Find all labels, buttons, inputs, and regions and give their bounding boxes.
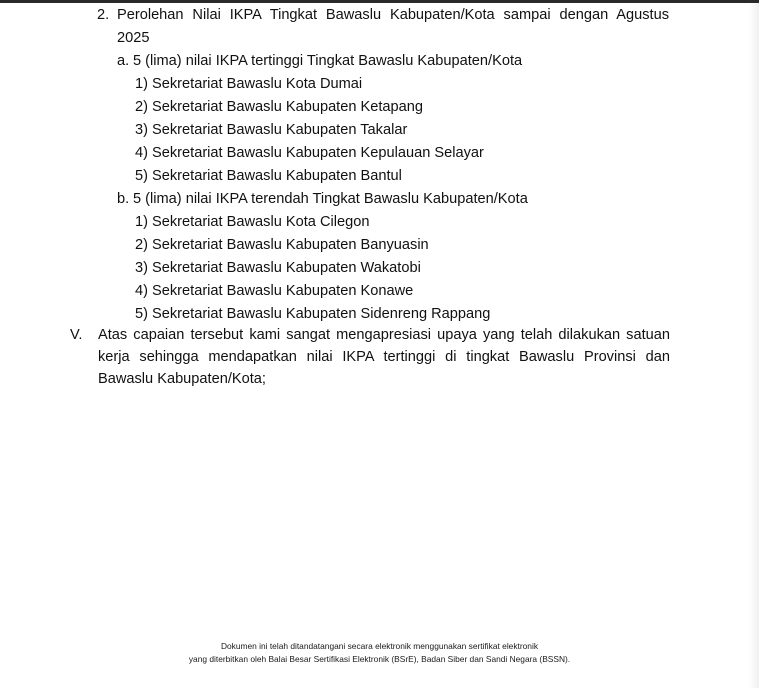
subsection-b-title: 5 (lima) nilai IKPA terendah Tingkat Bawaslu Kabupaten/Kota — [133, 191, 528, 207]
list-item: 1) Sekretariat Bawaslu Kota Dumai — [135, 76, 363, 92]
footer-line1: Dokumen ini telah ditandatangani secara elektronik menggunakan sertifikat elektronik — [220, 641, 539, 651]
section-v-number: V. — [70, 327, 83, 343]
section-v-line3: Bawaslu Kabupaten/Kota; — [98, 371, 266, 387]
subsection-b-label: b. — [117, 191, 130, 207]
footer-line2: yang diterbitkan oleh Balai Besar Sertifikasi Elektronik (BSrE), Badan Siber dan Sandi Negara (BSSN). — [188, 654, 571, 664]
page-edge-shadow — [749, 0, 759, 688]
list-item: 3) Sekretariat Bawaslu Kabupaten Wakatobi — [135, 260, 421, 276]
list-item: 2) Sekretariat Bawaslu Kabupaten Ketapang — [135, 99, 424, 115]
list-item: 3) Sekretariat Bawaslu Kabupaten Takalar — [135, 122, 408, 138]
list-item: 4) Sekretariat Bawaslu Kabupaten Konawe — [135, 283, 414, 299]
list-item: 5) Sekretariat Bawaslu Kabupaten Bantul — [135, 168, 402, 184]
list-item: 1) Sekretariat Bawaslu Kota Cilegon — [135, 214, 370, 230]
list-item: 2) Sekretariat Bawaslu Kabupaten Banyuasin — [135, 237, 429, 253]
section-v-line1: Atas capaian tersebut kami sangat mengapresiasi upaya yang telah dilakukan satuan — [98, 327, 670, 343]
subsection-a-label: a. — [117, 53, 130, 69]
subsection-a-title: 5 (lima) nilai IKPA tertinggi Tingkat Bawaslu Kabupaten/Kota — [133, 53, 523, 69]
section-2-title-line1: Perolehan Nilai IKPA Tingkat Bawaslu Kabupaten/Kota sampai dengan Agustus — [117, 7, 669, 23]
section-2-title-line2: 2025 — [117, 30, 150, 46]
section-2-number: 2. — [97, 7, 110, 23]
list-item: 5) Sekretariat Bawaslu Kabupaten Sidenreng Rappang — [135, 306, 491, 322]
section-v-line2: kerja sehingga mendapatkan nilai IKPA tertinggi di tingkat Bawaslu Provinsi dan — [98, 349, 670, 365]
top-edge-rule — [0, 0, 759, 3]
list-item: 4) Sekretariat Bawaslu Kabupaten Kepulauan Selayar — [135, 145, 484, 161]
